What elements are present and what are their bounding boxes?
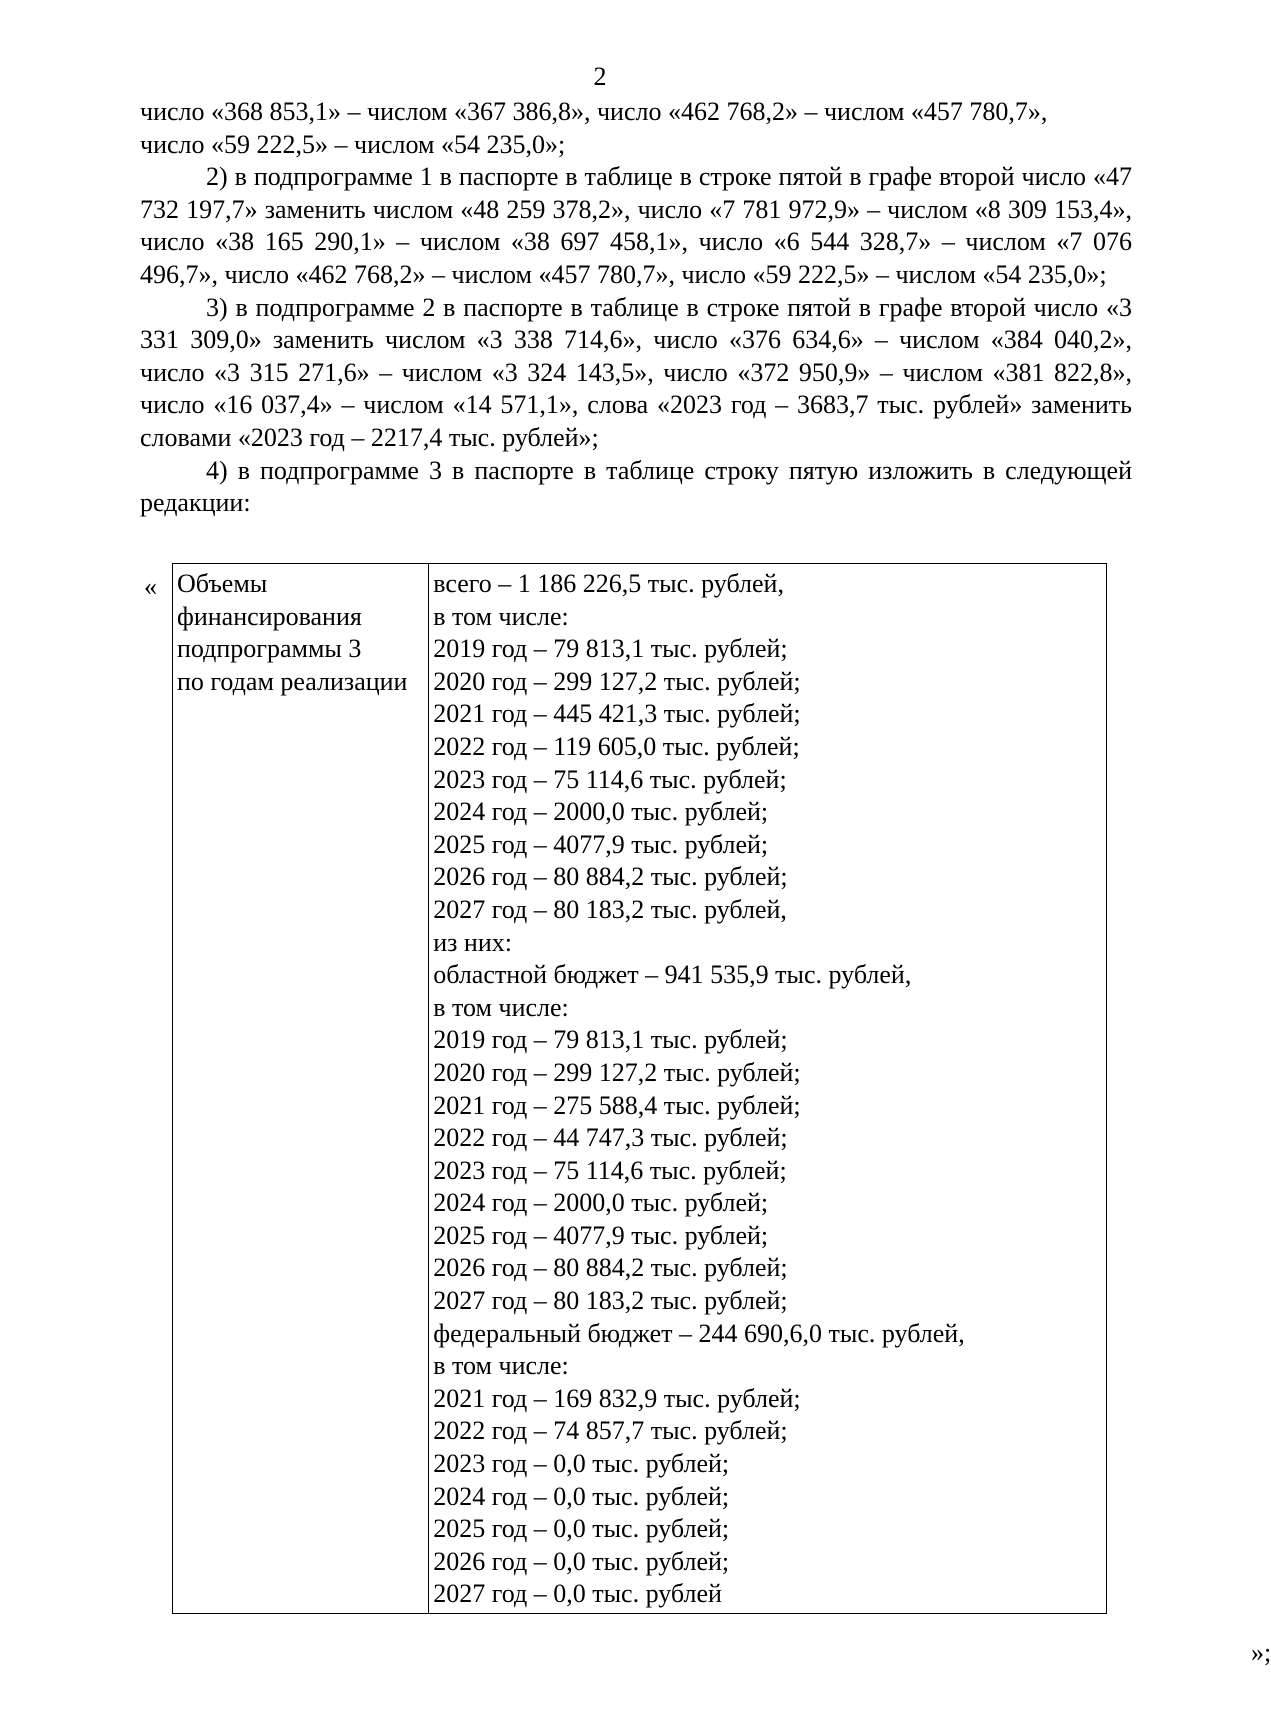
value-line: 2021 год – 445 421,3 тыс. рублей;: [433, 699, 801, 729]
value-line: 2021 год – 275 588,4 тыс. рублей;: [433, 1090, 801, 1120]
value-line: 2020 год – 299 127,2 тыс. рублей;: [433, 666, 801, 696]
passport-table: [172, 563, 1107, 1614]
label-line: подпрограммы 3: [177, 634, 362, 664]
opening-quote: «: [144, 572, 157, 601]
item-4-paragraph: 4) в подпрограмме 3 в паспорте в таблице строку пятую изложить в следующей редакции:: [140, 455, 1132, 518]
item-2-paragraph: 2) в подпрограмме 1 в паспорте в таблице в строке пятой в графе второй число «47 732 197,7» заменить числом «48 259 378,2», число «7 781 972,9» – числом «8 309 153,4», число «38 165 290,1» – числом «38 697 458,1», число «6 544 328,7» – числом «7 076 496,7», число «462 768,2» – числом «457 780,7», число «59 222,5» – числом «54 235,0»;: [140, 162, 1132, 289]
value-line: 2022 год – 44 747,3 тыс. рублей;: [433, 1123, 788, 1153]
value-line: в том числе:: [433, 992, 569, 1022]
value-line: 2026 год – 80 884,2 тыс. рублей;: [433, 1253, 788, 1283]
value-line: 2025 год – 4077,9 тыс. рублей;: [433, 829, 769, 859]
value-line: 2023 год – 0,0 тыс. рублей;: [433, 1449, 730, 1479]
table-value-cell: [429, 564, 1107, 1614]
value-line: в том числе:: [433, 601, 569, 631]
value-line: 2026 год – 80 884,2 тыс. рублей;: [433, 862, 788, 892]
label-line: Объемы: [177, 569, 268, 598]
value-line: 2027 год – 80 183,2 тыс. рублей;: [433, 1286, 788, 1316]
value-line: 2024 год – 0,0 тыс. рублей;: [433, 1481, 730, 1511]
value-line: 2023 год – 75 114,6 тыс. рублей;: [433, 1155, 787, 1185]
value-line: 2021 год – 169 832,9 тыс. рублей;: [433, 1383, 801, 1413]
value-line: в том числе:: [433, 1351, 569, 1381]
value-line: из них:: [433, 927, 512, 957]
table-row: [173, 564, 1107, 1614]
value-line: 2023 год – 75 114,6 тыс. рублей;: [433, 764, 787, 794]
value-line: 2027 год – 80 183,2 тыс. рублей,: [433, 894, 787, 924]
closing-quote: »;: [1251, 1638, 1271, 1667]
document-body: [140, 96, 1132, 520]
value-line: 2022 год – 74 857,7 тыс. рублей;: [433, 1416, 788, 1446]
value-line: 2026 год – 0,0 тыс. рублей;: [433, 1546, 730, 1576]
value-line: 2019 год – 79 813,1 тыс. рублей;: [433, 634, 788, 664]
value-line: 2025 год – 0,0 тыс. рублей;: [433, 1514, 730, 1544]
value-line: 2025 год – 4077,9 тыс. рублей;: [433, 1220, 769, 1250]
value-line: 2020 год – 299 127,2 тыс. рублей;: [433, 1057, 801, 1087]
intro-line: число «368 853,1» – числом «367 386,8», число «462 768,2» – числом «457 780,7»,: [140, 97, 1048, 126]
label-line: финансирования: [177, 601, 362, 631]
label-line: по годам реализации: [177, 666, 408, 696]
value-line: 2027 год – 0,0 тыс. рублей: [433, 1579, 722, 1609]
value-line: 2024 год – 2000,0 тыс. рублей;: [433, 1188, 769, 1218]
value-line: федеральный бюджет – 244 690,6,0 тыс. рублей,: [433, 1318, 965, 1348]
value-line: 2019 год – 79 813,1 тыс. рублей;: [433, 1025, 788, 1055]
page-number: 2: [593, 62, 607, 91]
value-line: 2022 год – 119 605,0 тыс. рублей;: [433, 731, 800, 761]
value-line: 2024 год – 2000,0 тыс. рублей;: [433, 797, 769, 827]
value-line: всего – 1 186 226,5 тыс. рублей,: [433, 569, 784, 598]
item-3-paragraph: 3) в подпрограмме 2 в паспорте в таблице в строке пятой в графе второй число «3 331 309,0» заменить числом «3 338 714,6», число «376 634,6» – числом «384 040,2», число «3 315 271,6» – числом «3 324 143,5», число «372 950,9» – числом «381 822,8», число «16 037,4» – числом «14 571,1», слова «2023 год – 3683,7 тыс. рублей» заменить словами «2023 год – 2217,4 тыс. рублей»;: [140, 292, 1132, 452]
value-line: областной бюджет – 941 535,9 тыс. рублей,: [433, 960, 912, 990]
intro-line: число «59 222,5» – числом «54 235,0»;: [140, 129, 566, 159]
table-label-cell: [173, 564, 429, 1614]
intro-paragraph: [140, 96, 1132, 161]
